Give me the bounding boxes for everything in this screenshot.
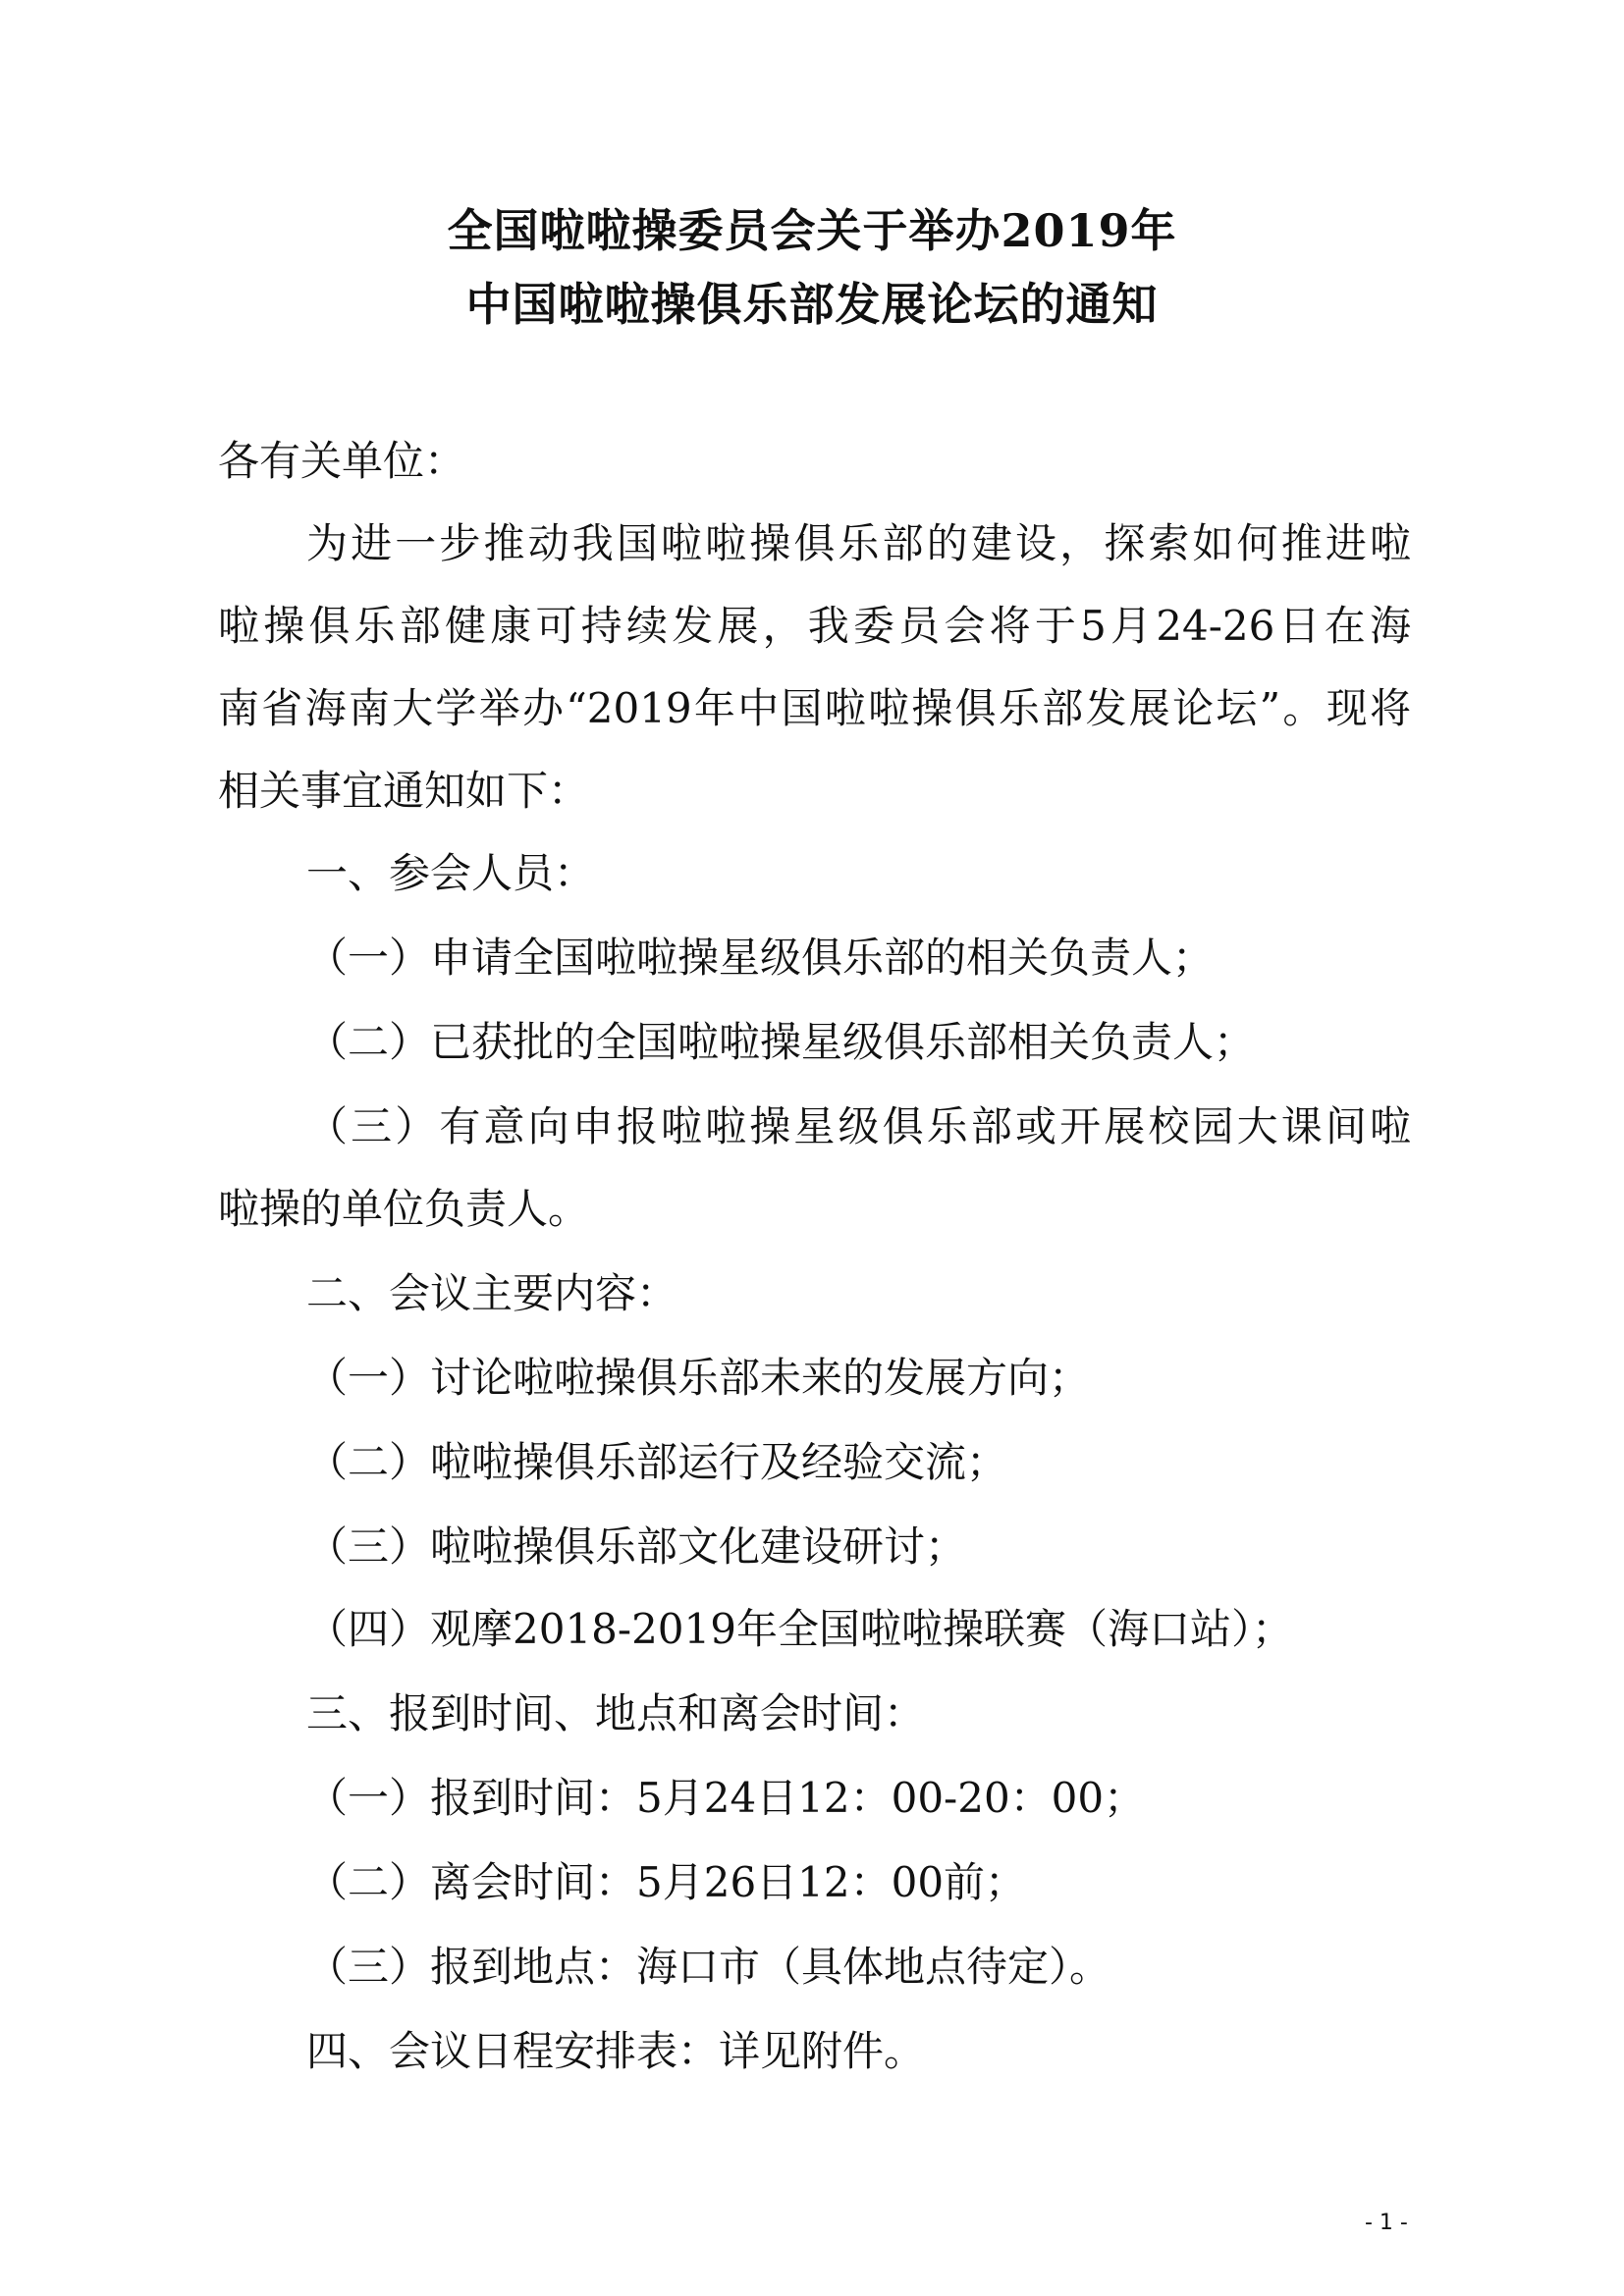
section-2-item-1: （一）讨论啦啦操俱乐部未来的发展方向；	[306, 1354, 1091, 1402]
salutation: 各有关单位：	[218, 437, 466, 485]
section-1-item-2: （二）已获批的全国啦啦操星级俱乐部相关负责人；	[306, 1018, 1256, 1066]
page-number: - 1 -	[1365, 2211, 1408, 2235]
document-title-line-1: 全国啦啦操委员会关于举办2019年	[447, 204, 1177, 257]
section-1-item-3-continuation: 啦操的单位负责人。	[218, 1185, 590, 1233]
section-1-item-1: （一）申请全国啦啦操星级俱乐部的相关负责人；	[306, 934, 1215, 982]
section-2-item-3: （三）啦啦操俱乐部文化建设研讨；	[306, 1522, 967, 1571]
intro-line-3: 南省海南大学举办“2019年中国啦啦操俱乐部发展论坛”。现将	[218, 684, 1411, 732]
section-3-item-3: （三）报到地点：海口市（具体地点待定）。	[306, 1943, 1111, 1991]
section-2-item-4: （四）观摩2018-2019年全国啦啦操联赛（海口站）；	[306, 1605, 1293, 1653]
section-1-heading: 一、参会人员：	[306, 849, 596, 897]
section-3-item-2: （二）离会时间：5月26日12：00前；	[306, 1858, 1027, 1906]
intro-line-2: 啦操俱乐部健康可持续发展，我委员会将于5月24-26日在海	[218, 602, 1411, 650]
intro-line-4: 相关事宜通知如下：	[218, 767, 590, 815]
section-2-heading: 二、会议主要内容：	[306, 1269, 678, 1317]
intro-line-1: 为进一步推动我国啦啦操俱乐部的建设，探索如何推进啦	[306, 519, 1411, 567]
document-title-line-2: 中国啦啦操俱乐部发展论坛的通知	[465, 278, 1159, 331]
section-2-item-2: （二）啦啦操俱乐部运行及经验交流；	[306, 1438, 1008, 1486]
section-1-item-3: （三）有意向申报啦啦操星级俱乐部或开展校园大课间啦	[306, 1102, 1411, 1150]
section-4-heading: 四、会议日程安排表：详见附件。	[306, 2027, 926, 2075]
section-3-heading: 三、报到时间、地点和离会时间：	[306, 1689, 926, 1737]
section-3-item-1: （一）报到时间：5月24日12：00-20：00；	[306, 1774, 1146, 1822]
